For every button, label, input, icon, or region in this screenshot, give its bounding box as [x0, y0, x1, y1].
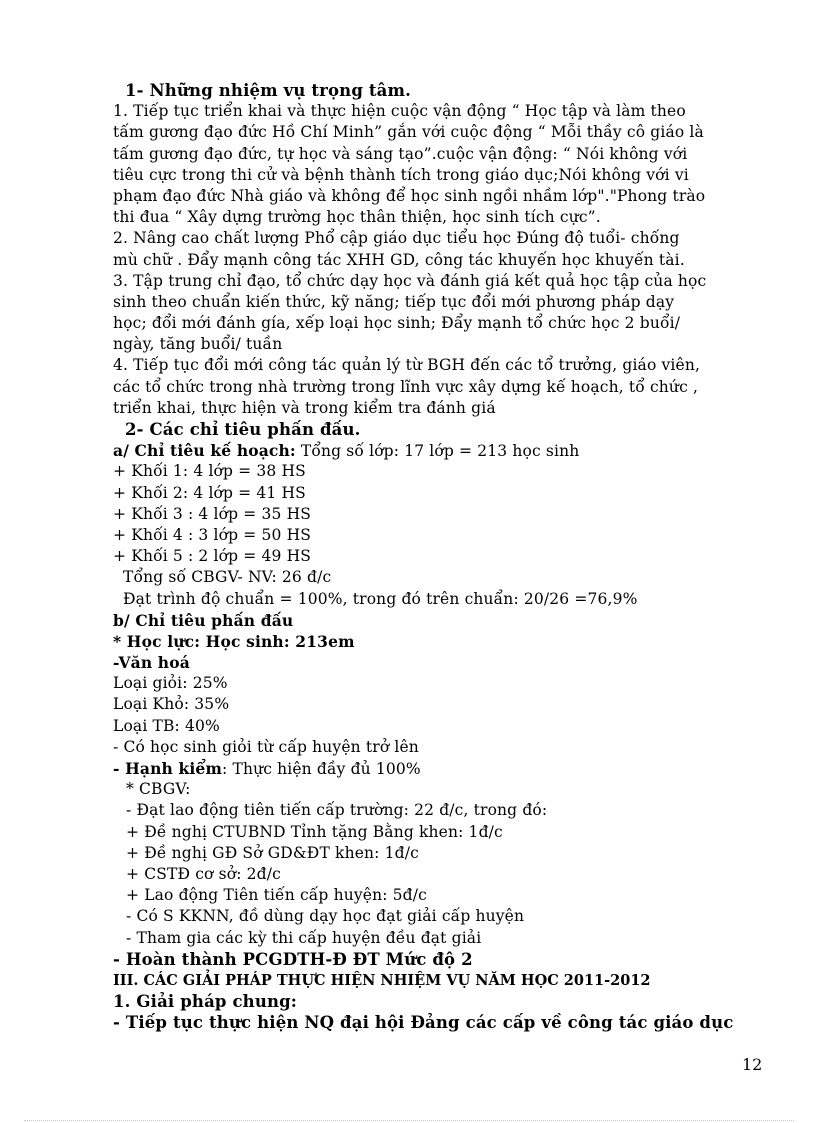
- list-item: + Đề nghị CTUBND Tỉnh tặng Bằng khen: 1đ/c: [126, 822, 503, 841]
- list-item: - Có S KKNN, đồ dùng dạy học đạt giải cấp huyện: [126, 907, 525, 926]
- section-heading-solutions: III. CÁC GIẢI PHÁP THỰC HIỆN NHIỆM VỤ NĂM HỌC 2011-2012: [113, 971, 651, 989]
- section-heading-targets: 2- Các chỉ tiêu phấn đấu.: [125, 420, 361, 439]
- paragraph-line: phạm đạo đức Nhà giáo và không để học sinh ngồi nhầm lớp"."Phong trào: [113, 186, 706, 205]
- paragraph-line: tấm gương đạo đức Hồ Chí Minh” gắn với cuộc động “ Mỗi thầy cô giáo là: [113, 123, 704, 142]
- paragraph-line: các tổ chức trong nhà trường trong lĩnh vực xây dựng kế hoạch, tổ chức ,: [113, 377, 699, 396]
- universalization-target: - Hoàn thành PCGDTH-Đ ĐT Mức độ 2: [113, 949, 473, 969]
- list-item: Loại giỏi: 25%: [113, 674, 228, 693]
- list-item: + Khối 1: 4 lớp = 38 HS: [113, 462, 306, 481]
- subheading-general-solutions: 1. Giải pháp chung:: [113, 992, 298, 1012]
- plan-target-line: [113, 440, 763, 461]
- list-item: - Tham gia các kỳ thi cấp huyện đều đạt giải: [126, 928, 482, 947]
- paragraph-line: 3. Tập trung chỉ đạo, tổ chức dạy học và đánh giá kết quả học tập của học: [113, 271, 707, 290]
- subheading-effort-targets: b/ Chỉ tiêu phấn đấu: [113, 610, 294, 630]
- paragraph-line: 1. Tiếp tục triển khai và thực hiện cuộc vận động “ Học tập và làm theo: [113, 102, 686, 121]
- paragraph-line: học; đổi mới đánh gía, xếp loại học sinh; Đẩy mạnh tổ chức học 2 buổi/: [113, 314, 681, 333]
- list-item: Tổng số CBGV- NV: 26 đ/c: [123, 568, 332, 587]
- paragraph-line: thi đua “ Xây dựng trường học thân thiện, học sinh tích cực”.: [113, 208, 601, 227]
- page-number: 12: [742, 1055, 763, 1074]
- list-item: + Khối 3 : 4 lớp = 35 HS: [113, 504, 312, 523]
- subheading-staff: * CBGV:: [126, 780, 191, 799]
- page-bottom-divider: [24, 1120, 794, 1121]
- subheading-culture: -Văn hoá: [113, 653, 190, 673]
- plan-target-label: a/ Chỉ tiêu kế hoạch:: [113, 441, 296, 461]
- list-item: + Khối 2: 4 lớp = 41 HS: [113, 483, 306, 502]
- paragraph-line: mù chữ . Đẩy mạnh công tác XHH GD, công tác khuyến học khuyến tài.: [113, 250, 685, 269]
- conduct-line: [113, 758, 763, 779]
- subheading-academic: * Học lực: Học sinh: 213em: [113, 631, 355, 651]
- paragraph-line: ngày, tăng buổi/ tuần: [113, 335, 283, 354]
- list-item: + Đề nghị GĐ Sở GD&ĐT khen: 1đ/c: [126, 843, 419, 862]
- conduct-value: : Thực hiện đầy đủ 100%: [222, 760, 421, 778]
- paragraph-line: 2. Nâng cao chất lượng Phổ cập giáo dục tiểu học Đúng độ tuổi- chống: [113, 229, 680, 248]
- list-item: + Khối 5 : 2 lớp = 49 HS: [113, 547, 312, 566]
- list-item: Loại Khỏ: 35%: [113, 695, 230, 714]
- paragraph-line: tiêu cực trong thi cử và bệnh thành tích trong giáo dục;Nói không với vi: [113, 165, 689, 184]
- list-item: Loại TB: 40%: [113, 716, 220, 735]
- list-item: - Đạt lao động tiên tiến cấp trường: 22 đ/c, trong đó:: [126, 801, 548, 820]
- list-item: Đạt trình độ chuẩn = 100%, trong đó trên chuẩn: 20/26 =76,9%: [123, 589, 638, 608]
- solution-item: - Tiếp tục thực hiện NQ đại hội Đảng các cấp về công tác giáo dục: [113, 1013, 734, 1033]
- section-heading-tasks: 1- Những nhiệm vụ trọng tâm.: [125, 81, 412, 100]
- paragraph-line: triển khai, thực hiện và trong kiểm tra đánh giá: [113, 398, 496, 417]
- paragraph-line: 4. Tiếp tục đổi mới công tác quản lý từ BGH đến các tổ trưởng, giáo viên,: [113, 356, 701, 375]
- list-item: + Khối 4 : 3 lớp = 50 HS: [113, 525, 312, 544]
- list-item: + Lao động Tiên tiến cấp huyện: 5đ/c: [126, 886, 427, 905]
- list-item: + CSTĐ cơ sở: 2đ/c: [126, 864, 281, 883]
- paragraph-line: tấm gương đạo đức, tự học và sáng tạo”.cuộc vận động: “ Nói không với: [113, 144, 688, 163]
- conduct-label: - Hạnh kiểm: [113, 759, 222, 778]
- plan-target-value: Tổng số lớp: 17 lớp = 213 học sinh: [295, 442, 580, 461]
- document-body: [113, 80, 763, 1033]
- list-item: - Có học sinh giỏi từ cấp huyện trở lên: [113, 737, 419, 756]
- paragraph-line: sinh theo chuẩn kiến thức, kỹ năng; tiếp tục đổi mới phương pháp dạy: [113, 292, 675, 311]
